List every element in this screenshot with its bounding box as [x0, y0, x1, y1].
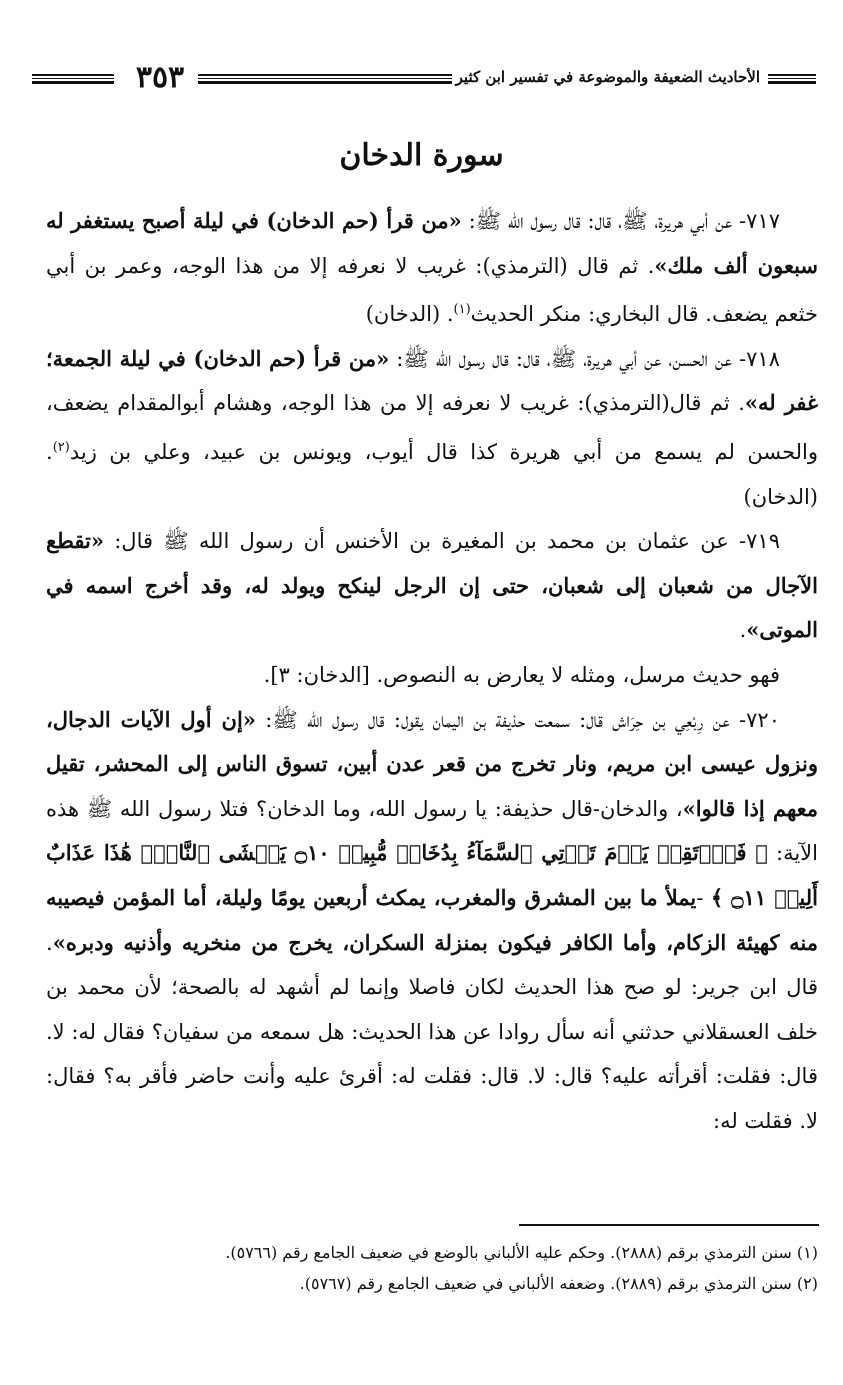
- paragraph-hadith-720: [46, 698, 818, 1144]
- quoted-text: ﴿ فَٱرۡتَقِبۡ يَوۡمَ تَأۡتِي ٱلسَّمَآءُ بِدُخَانٖ مُّبِينٖ ۝١٠ يَغۡشَى ٱلنَّاسَۖ هَٰذَا عَذَابٌ أَلِيمٞ ۝١١ ﴾: [46, 840, 818, 910]
- quoted-text: «من قرأ (حم الدخان) في ليلة الجمعة؛ غفر له»: [46, 345, 818, 416]
- running-title: الأحاديث الضعيفة والموضوعة في تفسير ابن كثير: [455, 68, 760, 86]
- quoted-text: «تقطع الآجال من شعبان إلى شعبان، حتى إن الرجل لينكح ويولد له، وقد أخرج اسمه في الموتى»: [46, 528, 818, 643]
- paragraph-hadith-718: [46, 337, 818, 519]
- paragraph-text: ، والدخان-قال حذيفة: يا رسول الله، وما الدخان؟ فتلا رسول الله ﷺ هذه الآية:: [46, 796, 818, 866]
- page-number: ٣٥٣: [135, 60, 185, 95]
- body-text: [46, 199, 818, 1143]
- paragraph-text: ٧١٧- عن أبي هريرة، ﷺ، قال: قال رسول الله ﷺ:: [461, 209, 781, 233]
- paragraph-text: -: [696, 885, 711, 910]
- footnote-reference: (١): [453, 302, 471, 318]
- paragraph-text: . قال ابن جرير: لو صح هذا الحديث لكان فاصلا وإنما لم أشهد له بالصحة؛ لأن محمد بن خلف العسقلاني حدثني أنه سأل روادا عن هذا الحديث: هل سمعه من سفيان؟ فقال له: لا. قال: فقلت: أقرأته عليه؟ قال: لا. قال: فقلت له: أقرئ عليه وأنت حاضر فأقر به؟ فقال: لا. فقلت له:: [46, 930, 818, 1133]
- surah-title: سورة الدخان: [339, 138, 504, 173]
- paragraph-text: ٧٢٠- عن رِبْعِي بن حِرَاش قال: سمعت حذيفة بن اليمان يقول: قال رسول الله ﷺ:: [255, 707, 780, 732]
- quoted-text: يملأ ما بين المشرق والمغرب، يمكث أربعين يومًا وليلة، أما المؤمن فيصيبه منه كهيئة الزكام، وأما الكافر فيكون بمنزلة السكران، يخرج من منخريه وأذنيه ودبره»: [46, 884, 818, 955]
- header-rule-middle: [198, 74, 452, 86]
- quoted-text: «من قرأ (حم الدخان) في ليلة أصبح يستغفر له سبعون ألف ملك»: [46, 208, 819, 278]
- running-header: [30, 60, 820, 102]
- paragraph-text: ٧١٨- عن الحسن، عن أبي هريرة، ﷺ، قال: قال رسول الله ﷺ:: [389, 346, 780, 371]
- footnote-1: (١) سنن الترمذي برقم (٢٨٨٨). وحكم عليه الألباني بالوضع في ضعيف الجامع رقم (٥٧٦٦).: [225, 1243, 818, 1262]
- header-rule-right: [768, 74, 816, 86]
- paragraph-text: . ثم قال (الترمذي): غريب لا نعرفه إلا من هذا الوجه، وعمر بن أبي خثعم يضعف. قال البخاري: منكر الحديث: [46, 253, 818, 327]
- paragraph-text: . (الدخان): [46, 439, 818, 509]
- footnotes: [46, 1237, 818, 1299]
- paragraph-commentary: [46, 653, 818, 698]
- footnote-divider: [519, 1224, 819, 1226]
- paragraph-hadith-719: [46, 519, 818, 653]
- paragraph-text: .: [739, 618, 747, 643]
- paragraph-hadith-717: [46, 199, 818, 337]
- quoted-text: «إن أول الآيات الدجال، ونزول عيسى ابن مريم، ونار تخرج من قعر عدن أبين، تسوق الناس إلى المحشر، تقيل معهم إذا قالوا»: [46, 706, 818, 821]
- footnote-2: (٢) سنن الترمذي برقم (٢٨٨٩). وضعفه الألباني في ضعيف الجامع رقم (٥٧٦٧).: [299, 1274, 818, 1293]
- paragraph-text: . ثم قال(الترمذي): غريب لا نعرفه إلا من هذا الوجه، وهشام أبوالمقدام يضعف، والحسن لم يسمع من أبي هريرة كذا قال أيوب، ويونس بن عبيد، وعلي بن زيد: [46, 391, 818, 464]
- paragraph-text: فهو حديث مرسل، ومثله لا يعارض به النصوص. [الدخان: ٣].: [263, 662, 780, 687]
- header-rule-left: [32, 74, 114, 86]
- footnote-reference: (٢): [52, 439, 70, 455]
- paragraph-text: . (الدخان): [365, 302, 454, 327]
- paragraph-text: ٧١٩- عن عثمان بن محمد بن المغيرة بن الأخنس أن رسول الله ﷺ قال:: [104, 529, 780, 554]
